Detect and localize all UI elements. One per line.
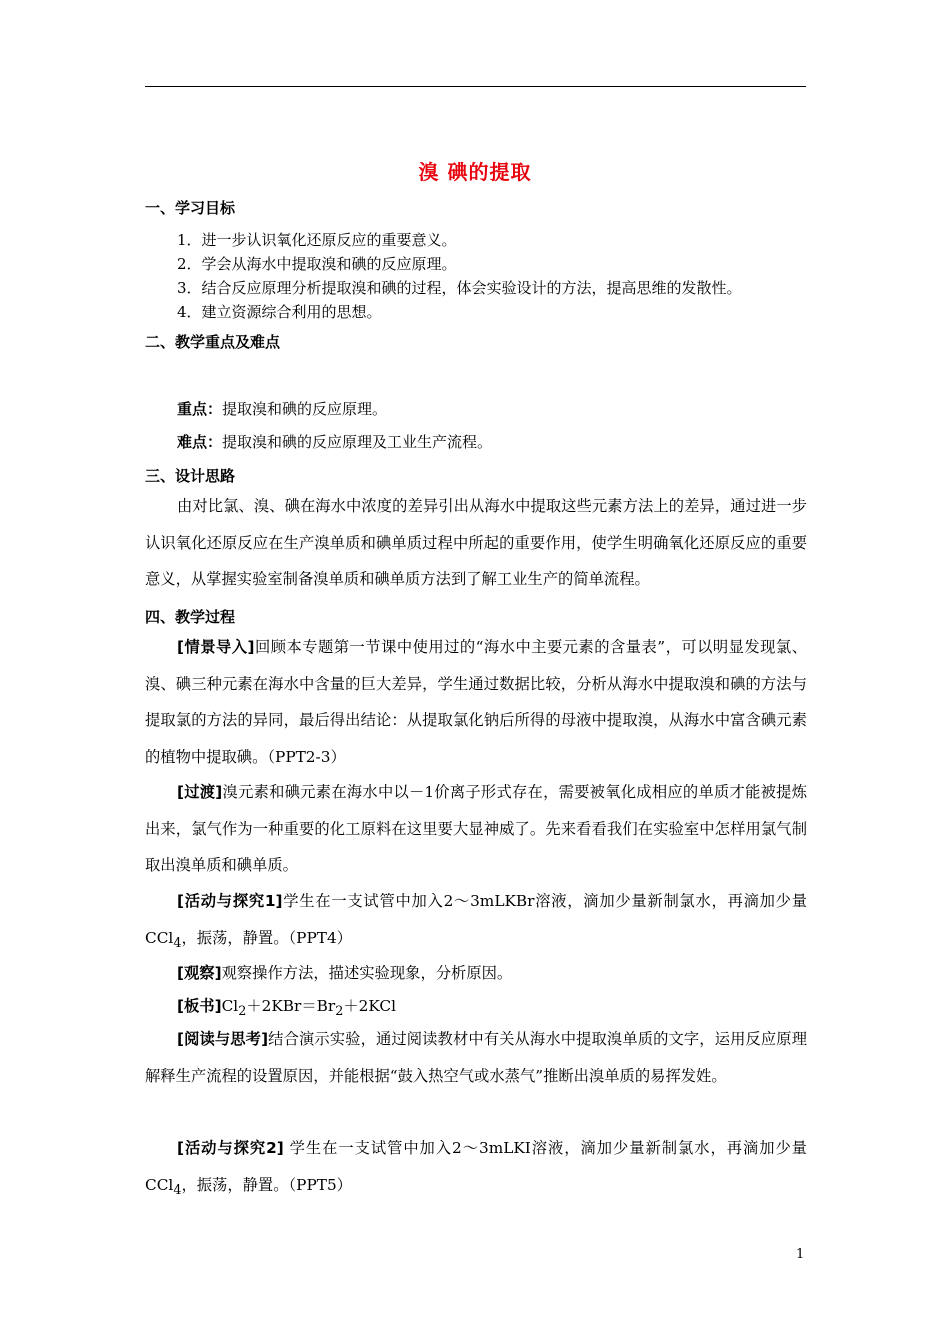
activity-2-paragraph xyxy=(145,1130,807,1209)
transition-label: [过渡] xyxy=(177,783,223,801)
objective-item-2: 2．学会从海水中提取溴和碘的反应原理。 xyxy=(177,255,457,273)
difficult-point-text: 提取溴和碘的反应原理及工业生产流程。 xyxy=(222,433,493,451)
equation-part-1: Cl xyxy=(221,997,239,1015)
activity-1-label: [活动与探究1] xyxy=(177,892,283,910)
activity-1-text: 学生在一支试管中加入2～3mLKBr溶液，滴加少量新制氯水，再滴加少量CCl xyxy=(145,892,807,947)
section-2-heading: 二、教学重点及难点 xyxy=(145,333,281,351)
equation xyxy=(221,997,396,1020)
difficult-point xyxy=(177,431,492,452)
reading-paragraph xyxy=(145,1021,807,1094)
intro-paragraph xyxy=(145,629,807,775)
intro-text: 回顾本专题第一节课中使用过的“海水中主要元素的含量表”，可以明显发现氯、溴、碘三种元素在海水中含量的巨大差异，学生通过数据比较，分析从海水中提取溴和碘的方法与提取氯的方法的异同，最后得出结论：从提取氯化钠后所得的母液中提取溴，从海水中富含碘元素的植物中提取碘。（PPT2-3） xyxy=(145,638,807,766)
activity-1-text-end: ，振荡，静置。（PPT4） xyxy=(181,928,352,947)
reading-text: 结合演示实验，通过阅读教材中有关从海水中提取溴单质的文字，运用反应原理解释生产流程的设置原因，并能根据“鼓入热空气或水蒸气”推断出溴单质的易挥发姓。 xyxy=(145,1030,807,1085)
transition-paragraph xyxy=(145,774,807,884)
intro-label: [情景导入] xyxy=(177,638,255,656)
reading-label: [阅读与思考] xyxy=(177,1030,269,1048)
transition-text: 溴元素和碘元素在海水中以－1价离子形式存在，需要被氧化成相应的单质才能被提炼出来，氯气作为一种重要的化工原料在这里要大显神威了。先来看看我们在实验室中怎样用氯气制取出溴单质和碘单质。 xyxy=(145,783,807,874)
objective-item-1: 1．进一步认识氧化还原反应的重要意义。 xyxy=(177,231,457,249)
observe-text: 观察操作方法，描述实验现象，分析原因。 xyxy=(221,964,513,982)
equation-part-3: ＋2KCl xyxy=(343,997,396,1015)
key-point-text: 提取溴和碘的反应原理。 xyxy=(222,400,388,418)
design-idea-paragraph: 由对比氯、溴、碘在海水中浓度的差异引出从海水中提取这些元素方法上的差异，通过进一步认识氧化还原反应在生产溴单质和碘单质过程中所起的重要作用，使学生明确氧化还原反应的重要意义，从掌握实验室制备溴单质和碘单质方法到了解工业生产的简单流程。 xyxy=(145,497,807,588)
section-1-heading: 一、学习目标 xyxy=(145,199,236,217)
activity-1-paragraph xyxy=(145,883,807,962)
observe-label: [观察] xyxy=(177,964,222,982)
header-rule xyxy=(145,86,806,87)
section-3-heading: 三、设计思路 xyxy=(145,467,236,485)
observe-paragraph xyxy=(145,955,807,992)
equation-part-2: ＋2KBr＝Br xyxy=(246,997,336,1015)
equation-subscript-1: 2 xyxy=(238,1004,247,1020)
objective-item-4: 4．建立资源综合利用的思想。 xyxy=(177,303,382,321)
equation-subscript-2: 2 xyxy=(335,1004,344,1020)
key-point xyxy=(177,398,387,419)
difficult-point-label: 难点： xyxy=(177,433,223,451)
activity-2-text: 学生在一支试管中加入2～3mLKI溶液，滴加少量新制氯水，再滴加少量CCl xyxy=(145,1139,807,1194)
activity-2-subscript: 4 xyxy=(173,1182,182,1198)
activity-2-label: [活动与探究2] xyxy=(177,1139,284,1157)
activity-2-text-end: ，振荡，静置。（PPT5） xyxy=(181,1175,352,1194)
activity-1-subscript: 4 xyxy=(173,935,182,951)
objective-item-3: 3．结合反应原理分析提取溴和碘的过程，体会实验设计的方法，提高思维的发散性。 xyxy=(177,279,742,297)
page-number: 1 xyxy=(796,1247,805,1262)
document-title: 溴 碘的提取 xyxy=(418,160,532,184)
board-label: [板书] xyxy=(177,997,222,1015)
section-4-heading: 四、教学过程 xyxy=(145,608,236,626)
key-point-label: 重点： xyxy=(177,400,223,418)
